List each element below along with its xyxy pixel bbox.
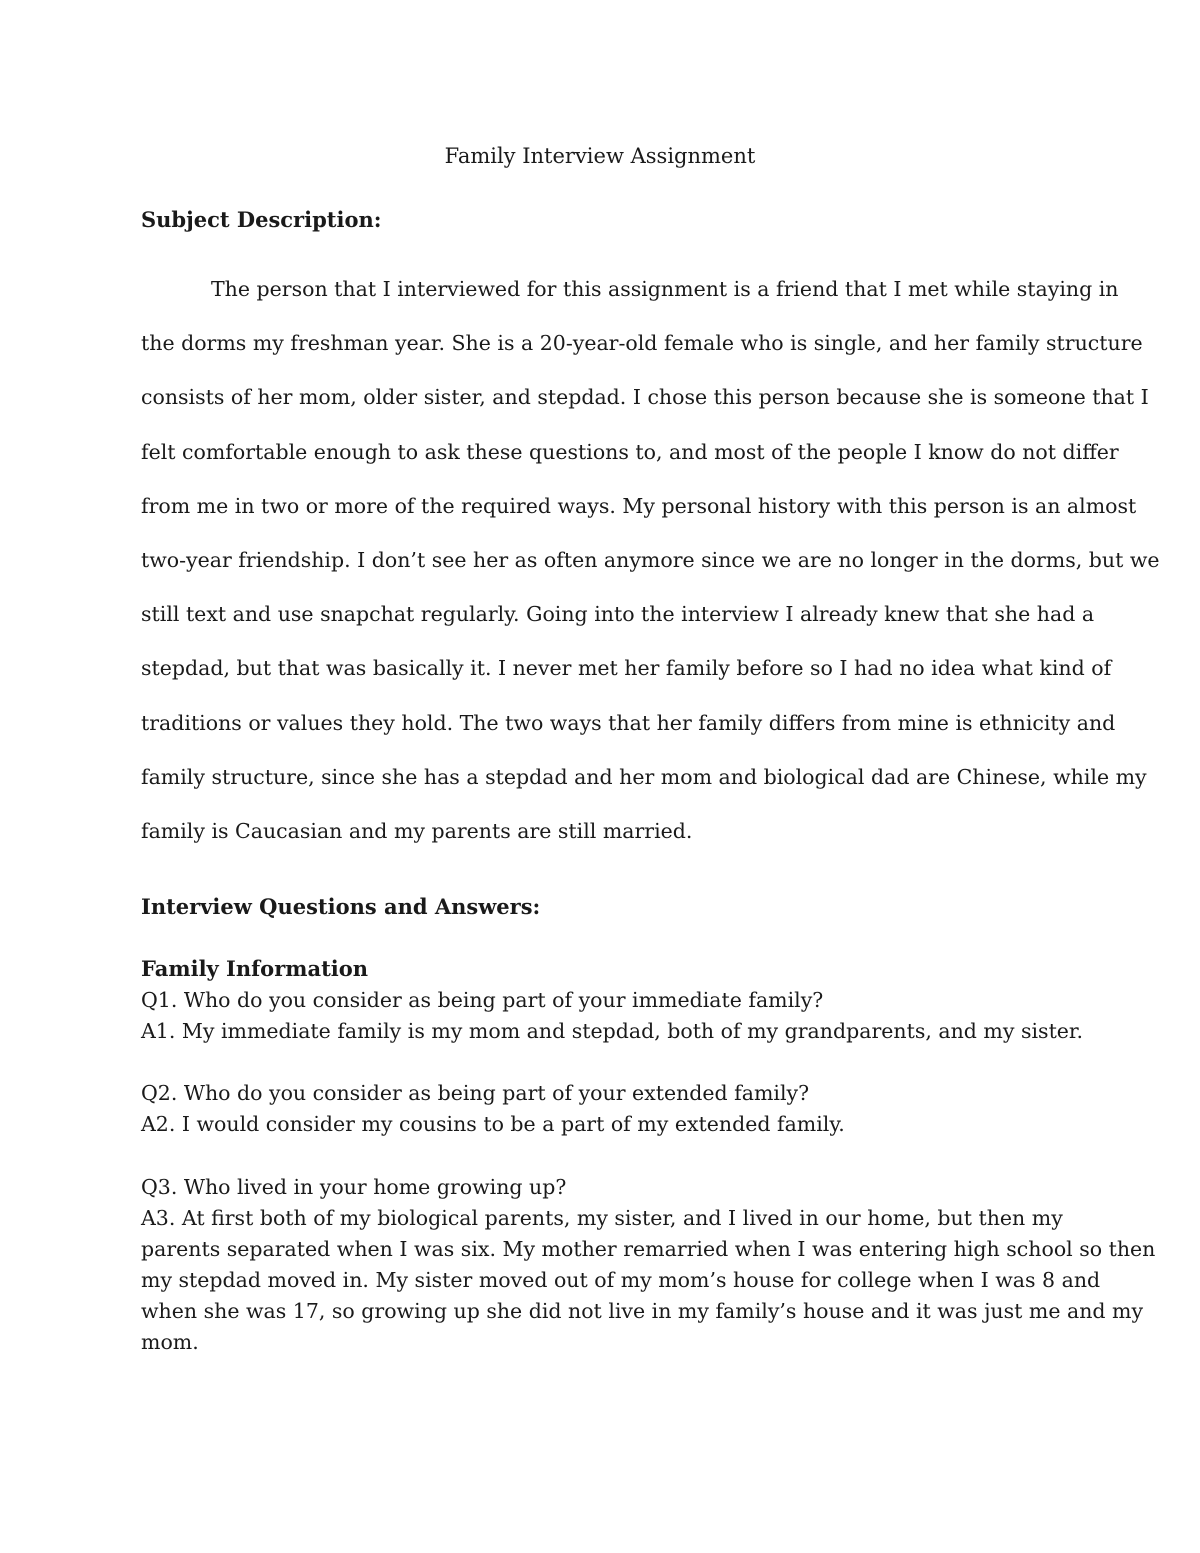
family-information-heading: Family Information [141, 956, 369, 981]
paragraph-line: felt comfortable enough to ask these questions to, and most of the people I know do not differ [141, 439, 1119, 464]
subject-description-paragraph [141, 262, 1160, 858]
qa-item-1 [141, 985, 1083, 1047]
answer-1: A1. My immediate family is my mom and stepdad, both of my grandparents, and my sister. [141, 1019, 1083, 1043]
paragraph-line: consists of her mom, older sister, and stepdad. I chose this person because she is someone that I [141, 385, 1149, 410]
qa-item-3 [141, 1172, 1156, 1358]
paragraph-line: from me in two or more of the required ways. My personal history with this person is an almost [141, 493, 1137, 518]
paragraph-line: the dorms my freshman year. She is a 20-year-old female who is single, and her family structure [141, 331, 1143, 356]
answer-3-line: A3. At first both of my biological parents, my sister, and I lived in our home, but then my [141, 1206, 1063, 1230]
paragraph-line: stepdad, but that was basically it. I never met her family before so I had no idea what kind of [141, 656, 1112, 681]
question-2: Q2. Who do you consider as being part of your extended family? [141, 1081, 810, 1105]
answer-3-line: when she was 17, so growing up she did not live in my family’s house and it was just me and my [141, 1299, 1144, 1323]
question-1: Q1. Who do you consider as being part of your immediate family? [141, 988, 824, 1012]
answer-3-line: mom. [141, 1330, 199, 1354]
paragraph-line: The person that I interviewed for this assignment is a friend that I met while staying in [211, 277, 1119, 301]
paragraph-line: traditions or values they hold. The two ways that her family differs from mine is ethnicity and [141, 710, 1116, 735]
answer-3-line: my stepdad moved in. My sister moved out of my mom’s house for college when I was 8 and [141, 1268, 1101, 1292]
answer-3-line: parents separated when I was six. My mother remarried when I was entering high school so then [141, 1237, 1156, 1261]
answer-2: A2. I would consider my cousins to be a part of my extended family. [141, 1112, 845, 1136]
subject-description-heading: Subject Description: [141, 207, 382, 232]
interview-heading: Interview Questions and Answers: [141, 894, 541, 919]
paragraph-line: family is Caucasian and my parents are still married. [141, 819, 693, 844]
document-title: Family Interview Assignment [444, 144, 756, 168]
paragraph-line: family structure, since she has a stepdad and her mom and biological dad are Chinese, while my [141, 764, 1147, 789]
qa-item-2 [141, 1078, 1071, 1140]
paragraph-line: still text and use snapchat regularly. Going into the interview I already knew that she had a [141, 602, 1095, 627]
question-3: Q3. Who lived in your home growing up? [141, 1175, 567, 1199]
paragraph-line: two-year friendship. I don’t see her as often anymore since we are no longer in the dorms, but we [141, 548, 1160, 573]
